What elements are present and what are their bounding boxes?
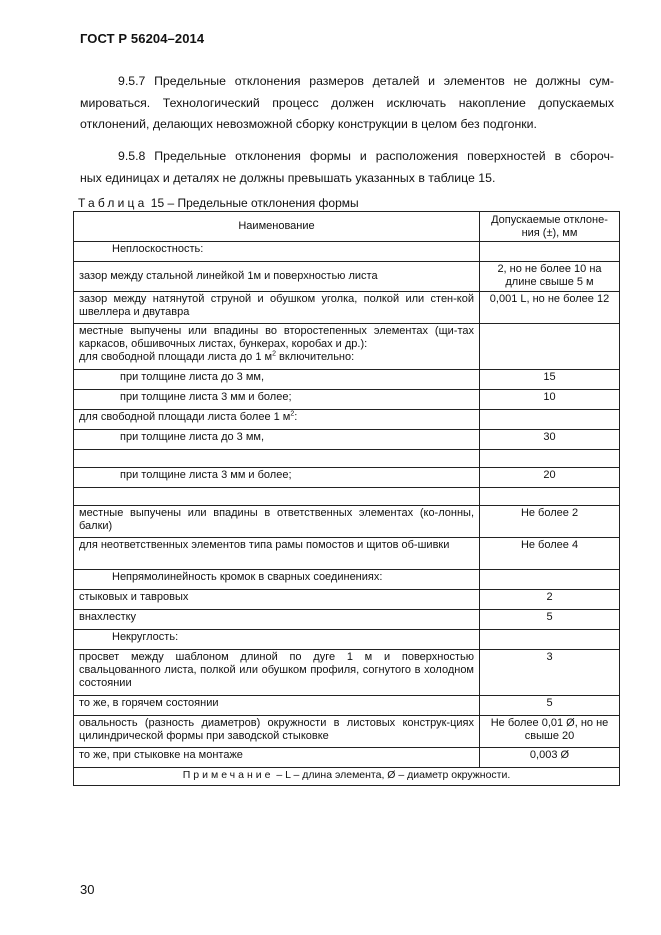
table-row: [74, 570, 620, 590]
column-header-name: Наименование: [74, 212, 480, 242]
row-name: то же, в горячем состоянии: [74, 696, 480, 716]
paragraph-line: отклонений, делающих невозможной сборку конструкции в целом без подгонки.: [80, 117, 537, 131]
document-header: ГОСТ Р 56204–2014: [80, 31, 205, 46]
table-row: [74, 590, 620, 610]
row-value: 3: [480, 650, 620, 696]
row-value: Не более 2: [480, 506, 620, 538]
row-name: Непрямолинейность кромок в сварных соединениях:: [74, 570, 480, 590]
table-row: [74, 262, 620, 292]
row-value: 0,001 L, но не более 12: [480, 292, 620, 324]
table-row: [74, 538, 620, 570]
table-row: [74, 430, 620, 450]
row-name: то же, при стыковке на монтаже: [74, 748, 480, 768]
paragraph-line: мироваться. Технологический процесс должен исключать накопление допускаемых: [80, 95, 614, 110]
paragraph-line: ных единицах и деталях не должны превышать указанных в таблице 15.: [80, 170, 496, 185]
row-value: [480, 410, 620, 430]
table-note-row: [74, 768, 620, 786]
row-name: для неответственных элементов типа рамы помостов и щитов об-шивки: [74, 538, 480, 570]
row-value: [480, 324, 620, 370]
row-name: [74, 488, 480, 506]
table-row-empty: [74, 450, 620, 468]
row-value: [480, 242, 620, 262]
row-value: 10: [480, 390, 620, 410]
table-row: [74, 242, 620, 262]
row-name-multiline: [74, 324, 480, 370]
row-value: [480, 570, 620, 590]
row-name: Некруглость:: [74, 630, 480, 650]
row-value: 30: [480, 430, 620, 450]
table-row: [74, 468, 620, 488]
row-name-part: местные выпучены или впадины во второстепенных элементах (щи-тах каркасов, обшивочных листах, бункерах, коробах и др.):: [79, 325, 474, 350]
row-name-part: включительно:: [275, 351, 355, 363]
row-value: 2, но не более 10 на длине свыше 5 м: [480, 262, 620, 292]
note-text: – L – длина элемента, Ø – диаметр окружности.: [273, 769, 511, 781]
row-name-part: :: [294, 411, 298, 423]
table-row: [74, 610, 620, 630]
row-name: при толщине листа 3 мм и более;: [74, 468, 480, 488]
table-row-empty: [74, 488, 620, 506]
row-value: [480, 630, 620, 650]
row-name: овальность (разность диаметров) окружности в листовых конструк-циях цилиндрической формы при заводской стыковке: [74, 716, 480, 748]
table-row: [74, 292, 620, 324]
row-name: [74, 410, 480, 430]
row-name: зазор между стальной линейкой 1м и поверхностью листа: [74, 262, 480, 292]
row-value: [480, 450, 620, 468]
column-header-tolerance: Допускаемые отклоне-ния (±), мм: [480, 212, 620, 242]
row-name: зазор между натянутой струной и обушком уголка, полкой или стен-кой швеллера и двутавра: [74, 292, 480, 324]
paragraph-9-5-8: [80, 146, 614, 189]
row-name-part: для свободной площади листа до 1 м: [79, 351, 273, 363]
row-name: при толщине листа 3 мм и более;: [74, 390, 480, 410]
table-row: [74, 390, 620, 410]
row-value: [480, 488, 620, 506]
table-row: [74, 410, 620, 430]
superscript: 2: [290, 410, 295, 418]
paragraph-line: 9.5.8 Предельные отклонения формы и расположения поверхностей в сбороч-: [118, 149, 614, 163]
table-row: [74, 506, 620, 538]
table-caption-title: 15 – Предельные отклонения формы: [147, 196, 359, 210]
row-value: Не более 0,01 Ø, но не свыше 20: [480, 716, 620, 748]
page-number: 30: [80, 882, 95, 897]
row-name-part: для свободной площади листа более 1 м: [79, 411, 291, 423]
row-name: при толщине листа до 3 мм,: [74, 370, 480, 390]
paragraph-line: 9.5.7 Предельные отклонения размеров деталей и элементов не должны сум-: [118, 74, 614, 88]
row-value: 20: [480, 468, 620, 488]
table-header-row: [74, 212, 620, 242]
row-name: просвет между шаблоном длиной по дуге 1 м и поверхностью свальцованного листа, полкой или обушком профиля, согнутого в холодном состоянии: [74, 650, 480, 696]
table-row: [74, 696, 620, 716]
superscript: 2: [272, 350, 276, 358]
row-name: Неплоскостность:: [74, 242, 480, 262]
table-row: [74, 630, 620, 650]
table-row: [74, 324, 620, 370]
table-row: [74, 716, 620, 748]
row-name: внахлестку: [74, 610, 480, 630]
row-name: [74, 450, 480, 468]
table-row: [74, 370, 620, 390]
row-value: 15: [480, 370, 620, 390]
row-value: Не более 4: [480, 538, 620, 570]
table-note: [74, 768, 620, 786]
row-name: при толщине листа до 3 мм,: [74, 430, 480, 450]
deviation-table: [73, 211, 620, 786]
row-value: 2: [480, 590, 620, 610]
row-name: местные выпучены или впадины в ответственных элементах (ко-лонны, балки): [74, 506, 480, 538]
table-row: [74, 650, 620, 696]
row-name: стыковых и тавровых: [74, 590, 480, 610]
row-value: 0,003 Ø: [480, 748, 620, 768]
row-value: 5: [480, 610, 620, 630]
row-value: 5: [480, 696, 620, 716]
table-caption: [78, 196, 359, 210]
table-row: [74, 748, 620, 768]
note-label: Примечание: [182, 769, 274, 781]
table-caption-label: Таблица: [78, 196, 148, 210]
paragraph-9-5-7: [80, 71, 614, 136]
